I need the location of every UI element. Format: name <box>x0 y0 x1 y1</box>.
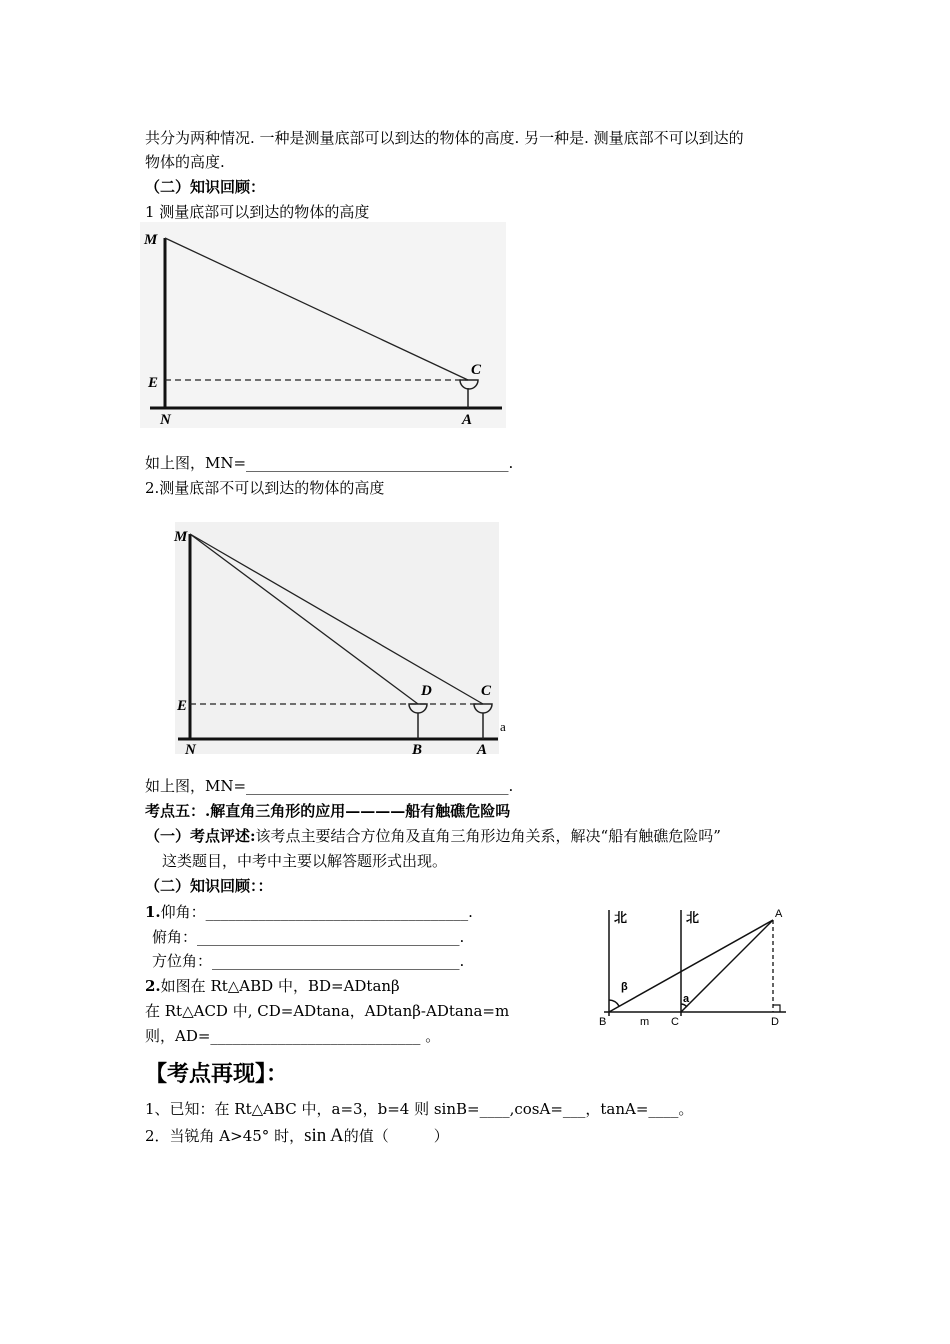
figure-2-diagram <box>172 522 512 757</box>
figure-3-angle-arc-beta <box>609 1000 619 1006</box>
elevation-line <box>145 901 473 923</box>
figure-1-label-N: N <box>160 412 171 428</box>
item-2-line-2: 在 Rt△ACD 中, CD=ADtana，ADtanβ-ADtana=m <box>145 1002 510 1020</box>
figure-1-label-C: C <box>471 362 482 378</box>
figure-3-label-north-2: 北 <box>686 910 700 925</box>
figure-3-right-angle-mark <box>773 1005 780 1012</box>
case-2-title: 2.测量底部不可以到达的物体的高度 <box>145 479 385 497</box>
figure-2-stray-a: a <box>500 719 506 734</box>
topic-review-label: （一）考点评述: <box>145 827 256 845</box>
figure-2-label-A: A <box>477 742 488 758</box>
figure-1-diagram <box>140 222 508 432</box>
figure-2-label-C: C <box>481 683 492 699</box>
question-mn-1: 如上图，MN=___________________________________. <box>145 454 514 472</box>
elevation-number: 1. <box>145 903 161 921</box>
topic-review-continued: 这类题目，中考中主要以解答题形式出现。 <box>162 852 448 870</box>
question-mn-2: 如上图，MN=___________________________________. <box>145 777 514 795</box>
elevation-blank: 仰角：___________________________________. <box>160 903 473 921</box>
question-1: 1、已知：在 Rt△ABC 中，a=3，b=4 则 sinB=____,cosA=___，tanA=____。 <box>145 1100 694 1118</box>
figure-3-label-D: D <box>771 1016 779 1028</box>
question-2-suffix: 的值（ ） <box>343 1127 449 1145</box>
section-heading-review: （二）知识回顾： <box>145 178 266 196</box>
bearing-line: 方位角：_________________________________. <box>152 952 465 970</box>
figure-3-line-CA <box>681 920 773 1012</box>
topic-5-title: 考点五：.解直角三角形的应用————船有触礁危险吗 <box>145 802 511 820</box>
figure-2-label-M: M <box>174 529 188 545</box>
figure-3-label-north-1: 北 <box>614 910 628 925</box>
depression-line: 俯角：___________________________________. <box>152 928 465 946</box>
section-heading-review-2: （二）知识回顾：： <box>145 877 273 895</box>
item-2-number: 2. <box>145 977 161 995</box>
figure-3-label-m: m <box>640 1016 650 1028</box>
figure-2-label-N: N <box>185 742 196 758</box>
figure-1-label-M: M <box>144 232 158 248</box>
figure-3-label-alpha: a <box>683 993 690 1005</box>
figure-3-label-A: A <box>775 908 783 920</box>
figure-1-label-E: E <box>148 375 159 391</box>
figure-3-line-BA <box>609 920 773 1012</box>
case-1-title: 1 测量底部可以到达的物体的高度 <box>145 203 370 221</box>
figure-2-label-D: D <box>421 683 432 699</box>
item-2-line-1 <box>145 975 400 997</box>
topic-review-line <box>145 825 721 847</box>
figure-2-background <box>175 522 499 754</box>
intro-line-2: 物体的高度. <box>145 153 225 171</box>
question-2 <box>145 1125 449 1147</box>
figure-1-label-A: A <box>462 412 473 428</box>
figure-1-background <box>140 222 506 428</box>
reappear-heading: 【考点再现】： <box>145 1061 289 1087</box>
item-2-line-3: 则，AD=____________________________ 。 <box>145 1027 441 1045</box>
question-2-prefix: 2．当锐角 A>45° 时， <box>145 1127 305 1145</box>
figure-3-label-beta: β <box>621 981 628 993</box>
figure-3-label-B: B <box>599 1016 607 1028</box>
item-2-text-1: 如图在 Rt△ABD 中，BD=ADtanβ <box>160 977 400 995</box>
figure-3-bearing-diagram <box>596 904 796 1034</box>
figure-3-label-C: C <box>671 1016 679 1028</box>
question-2-math-sinA: sin A <box>304 1125 344 1146</box>
intro-line-1: 共分为两种情况. 一种是测量底部可以到达的物体的高度. 另一种是. 测量底部不可以到达的 <box>145 129 744 147</box>
figure-2-label-E: E <box>177 698 188 714</box>
topic-review-text: 该考点主要结合方位角及直角三角形边角关系，解决“船有触礁危险吗” <box>255 827 721 845</box>
figure-2-label-B: B <box>412 742 423 758</box>
